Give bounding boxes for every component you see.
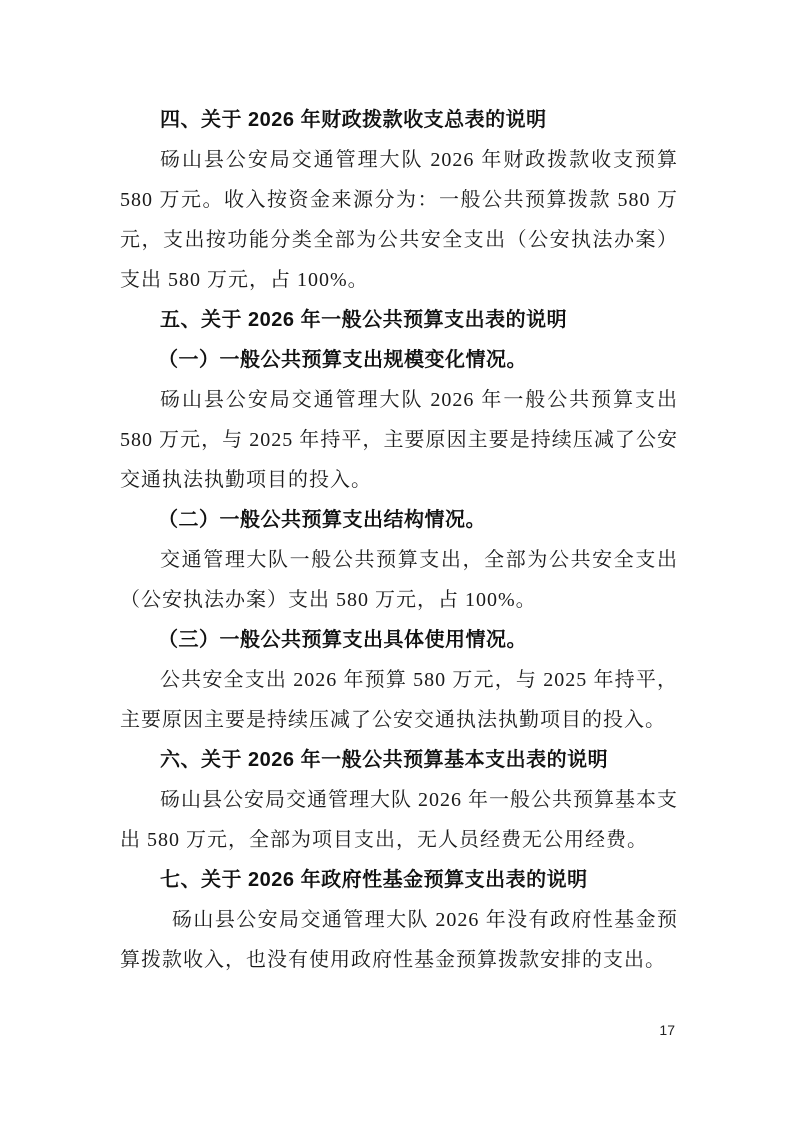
document-content bbox=[120, 100, 678, 980]
section-heading-four: 四、关于 2026 年财政拨款收支总表的说明 bbox=[160, 109, 547, 131]
section-four-paragraph: 砀山县公安局交通管理大队 2026 年财政拨款收支预算 580 万元。收入按资金来源分为：一般公共预算拨款 580 万元，支出按功能分类全部为公共安全支出（公安执法办案）支出 580 万元，占 100%。 bbox=[120, 149, 678, 291]
section-heading-seven: 七、关于 2026 年政府性基金预算支出表的说明 bbox=[160, 869, 588, 891]
subsection-heading-two: （二）一般公共预算支出结构情况。 bbox=[158, 509, 486, 531]
section-heading-five: 五、关于 2026 年一般公共预算支出表的说明 bbox=[160, 309, 568, 331]
subsection-heading-three: （三）一般公共预算支出具体使用情况。 bbox=[158, 629, 527, 651]
subsection-two-paragraph: 交通管理大队一般公共预算支出，全部为公共安全支出（公安执法办案）支出 580 万元，占 100%。 bbox=[120, 549, 678, 611]
page-number: 17 bbox=[659, 1022, 675, 1038]
section-six-paragraph: 砀山县公安局交通管理大队 2026 年一般公共预算基本支出 580 万元，全部为项目支出，无人员经费无公用经费。 bbox=[120, 789, 678, 851]
subsection-one-paragraph: 砀山县公安局交通管理大队 2026 年一般公共预算支出 580 万元，与 2025 年持平，主要原因主要是持续压减了公安交通执法执勤项目的投入。 bbox=[120, 389, 678, 491]
subsection-heading-one: （一）一般公共预算支出规模变化情况。 bbox=[158, 349, 527, 371]
subsection-three-paragraph: 公共安全支出 2026 年预算 580 万元，与 2025 年持平，主要原因主要是持续压减了公安交通执法执勤项目的投入。 bbox=[120, 669, 678, 731]
section-seven-paragraph: 砀山县公安局交通管理大队 2026 年没有政府性基金预算拨款收入，也没有使用政府性基金预算拨款安排的支出。 bbox=[120, 909, 678, 971]
section-heading-six: 六、关于 2026 年一般公共预算基本支出表的说明 bbox=[160, 749, 609, 771]
